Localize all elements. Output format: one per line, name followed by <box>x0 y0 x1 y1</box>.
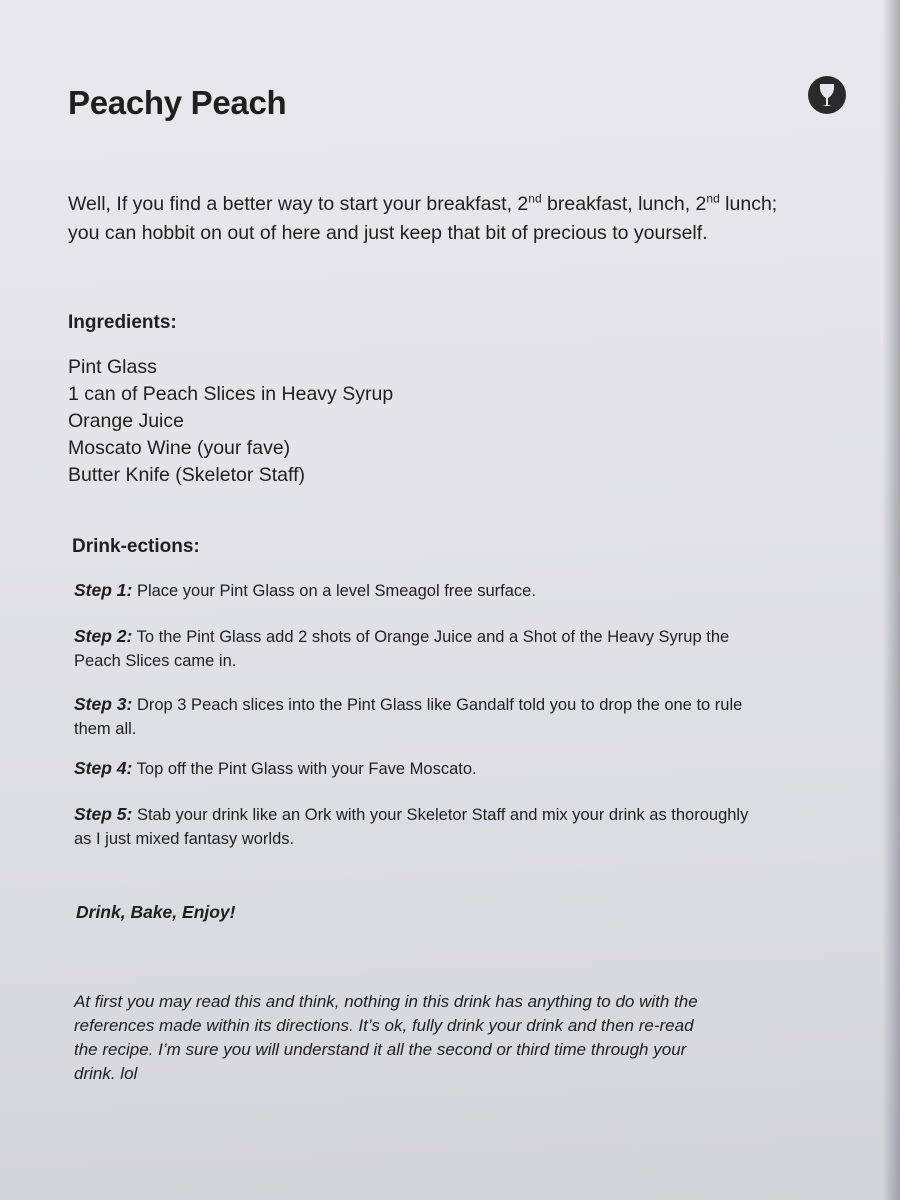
step-2: Step 2: To the Pint Glass add 2 shots of Orange Juice and a Shot of the Heavy Syrup the Peach Slices came in. <box>74 626 730 670</box>
step-4: Step 4: Top off the Pint Glass with your Fave Moscato. <box>74 758 477 778</box>
page-edge-shadow <box>882 0 900 1200</box>
recipe-title: Peachy Peach <box>68 84 287 121</box>
list-item: 1 can of Peach Slices in Heavy Syrup <box>68 383 394 405</box>
directions-heading: Drink-ections: <box>72 536 200 557</box>
ingredients-list <box>68 354 393 489</box>
intro-paragraph: Well, If you find a better way to start your breakfast, 2nd breakfast, lunch, 2nd lunch; you can hobbit on out of here and just keep that bit of precious to yourself. <box>68 191 778 244</box>
footnote: At first you may read this and think, nothing in this drink has anything to do with the references made within its directions. It’s ok, fully drink your drink and then re-read the recipe. I’m sure you will understand it all the second or third time through your drink. lol <box>74 992 698 1083</box>
wine-glass-icon <box>808 76 846 114</box>
step-3: Step 3: Drop 3 Peach slices into the Pint Glass like Gandalf told you to drop the one to rule them all. <box>74 694 743 738</box>
list-item: Orange Juice <box>68 410 184 432</box>
step-5: Step 5: Stab your drink like an Ork with your Skeletor Staff and mix your drink as thoroughly as I just mixed fantasy worlds. <box>74 804 749 848</box>
list-item: Pint Glass <box>68 356 157 378</box>
list-item: Moscato Wine (your fave) <box>68 437 291 459</box>
signoff: Drink, Bake, Enjoy! <box>76 902 236 922</box>
list-item: Butter Knife (Skeletor Staff) <box>68 464 305 486</box>
step-1: Step 1: Place your Pint Glass on a level Smeagol free surface. <box>74 580 536 600</box>
ingredients-heading: Ingredients: <box>68 312 177 333</box>
